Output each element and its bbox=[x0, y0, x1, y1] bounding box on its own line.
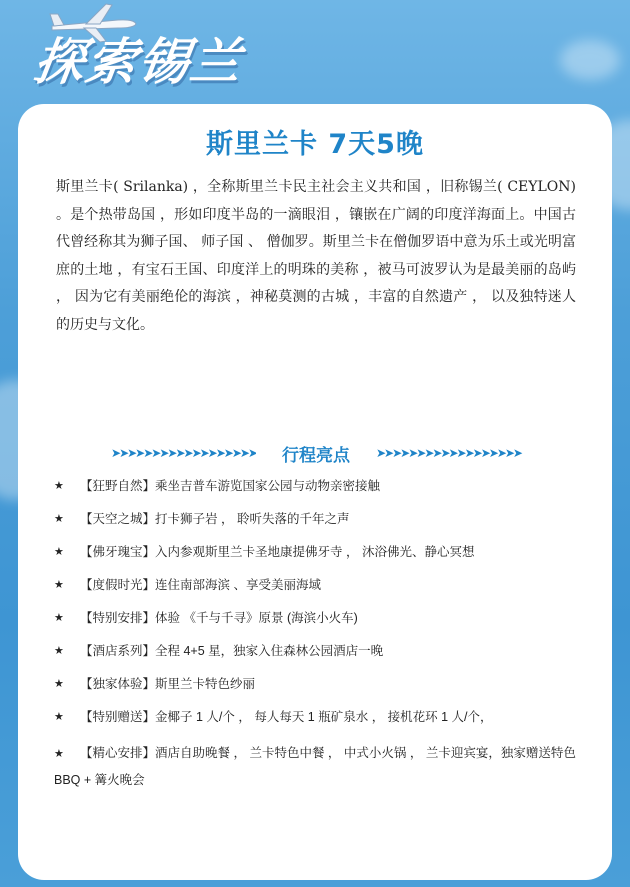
highlight-text: 【酒店系列】全程 4+5 星，独家入住森林公园酒店一晚 bbox=[80, 644, 384, 658]
highlight-text: 【佛牙瑰宝】入内参观斯里兰卡圣地康提佛牙寺 ， 沐浴佛光、静心冥想 bbox=[80, 545, 475, 559]
arrow-divider-left: ➤➤➤➤➤➤➤➤➤➤➤➤➤➤➤➤➤➤ bbox=[111, 446, 256, 460]
highlight-text: 【特别安排】体验 《千与千寻》原景 (海滨小火车) bbox=[80, 611, 358, 625]
star-icon: ★ bbox=[54, 513, 64, 525]
header-title: 探索锡兰 bbox=[30, 33, 247, 91]
section-heading bbox=[56, 438, 576, 468]
star-icon: ★ bbox=[54, 645, 64, 657]
star-icon: ★ bbox=[54, 612, 64, 624]
content-card bbox=[18, 104, 612, 880]
star-icon: ★ bbox=[54, 748, 64, 760]
page-title: 斯里兰卡 7天5晚 bbox=[206, 129, 424, 160]
highlight-text: 【精心安排】酒店自助晚餐 ， 兰卡特色中餐 ， 中式小火锅 ， 兰卡迎宾宴，独家赠送特色 BBQ + 篝火晚会 bbox=[54, 746, 576, 787]
list-item bbox=[54, 509, 579, 529]
header-banner bbox=[0, 0, 630, 105]
list-item bbox=[54, 740, 579, 793]
star-icon: ★ bbox=[54, 678, 64, 690]
list-item bbox=[54, 674, 579, 694]
highlights-list bbox=[54, 476, 579, 806]
star-icon: ★ bbox=[54, 480, 64, 492]
list-item bbox=[54, 608, 579, 628]
highlight-text: 【狂野自然】乘坐吉普车游览国家公园与动物亲密接触 bbox=[80, 479, 381, 493]
highlight-text: 【特别赠送】金椰子 1 人/个 ， 每人每天 1 瓶矿泉水 ， 接机花环 1 人/个， bbox=[80, 710, 493, 724]
list-item bbox=[54, 641, 579, 661]
arrow-divider-right: ➤➤➤➤➤➤➤➤➤➤➤➤➤➤➤➤➤➤ bbox=[376, 446, 521, 460]
highlight-text: 【天空之城】打卡狮子岩 ， 聆听失落的千年之声 bbox=[80, 512, 350, 526]
highlight-text: 【独家体验】斯里兰卡特色纱丽 bbox=[80, 677, 256, 691]
highlight-text: 【度假时光】连住南部海滨 、享受美丽海域 bbox=[80, 578, 321, 592]
star-icon: ★ bbox=[54, 546, 64, 558]
list-item bbox=[54, 575, 579, 595]
star-icon: ★ bbox=[54, 579, 64, 591]
list-item bbox=[54, 542, 579, 562]
list-item bbox=[54, 707, 579, 727]
list-item bbox=[54, 476, 579, 496]
section-title: 行程亮点 bbox=[282, 445, 350, 466]
star-icon: ★ bbox=[54, 711, 64, 723]
intro-paragraph: 斯里兰卡( Srilanka) ，全称斯里兰卡民主社会主义共和国 ，旧称锡兰( CEYLON) 。是个热带岛国 ，形如印度半岛的一滴眼泪 ，镶嵌在广阔的印度洋海面上。中国古代曾经称其为狮子国、 师子国 、 僧伽罗。斯里兰卡在僧伽罗语中意为乐土或光明富庶的土地 ，有宝石王国、印度洋上的明珠的美称 ，被马可波罗认为是最美丽的岛屿 ， 因为它有美丽绝伦的海滨 ，神秘莫测的古城 ，丰富的自然遗产 ， 以及独特迷人的历史与文化。 bbox=[56, 179, 576, 333]
